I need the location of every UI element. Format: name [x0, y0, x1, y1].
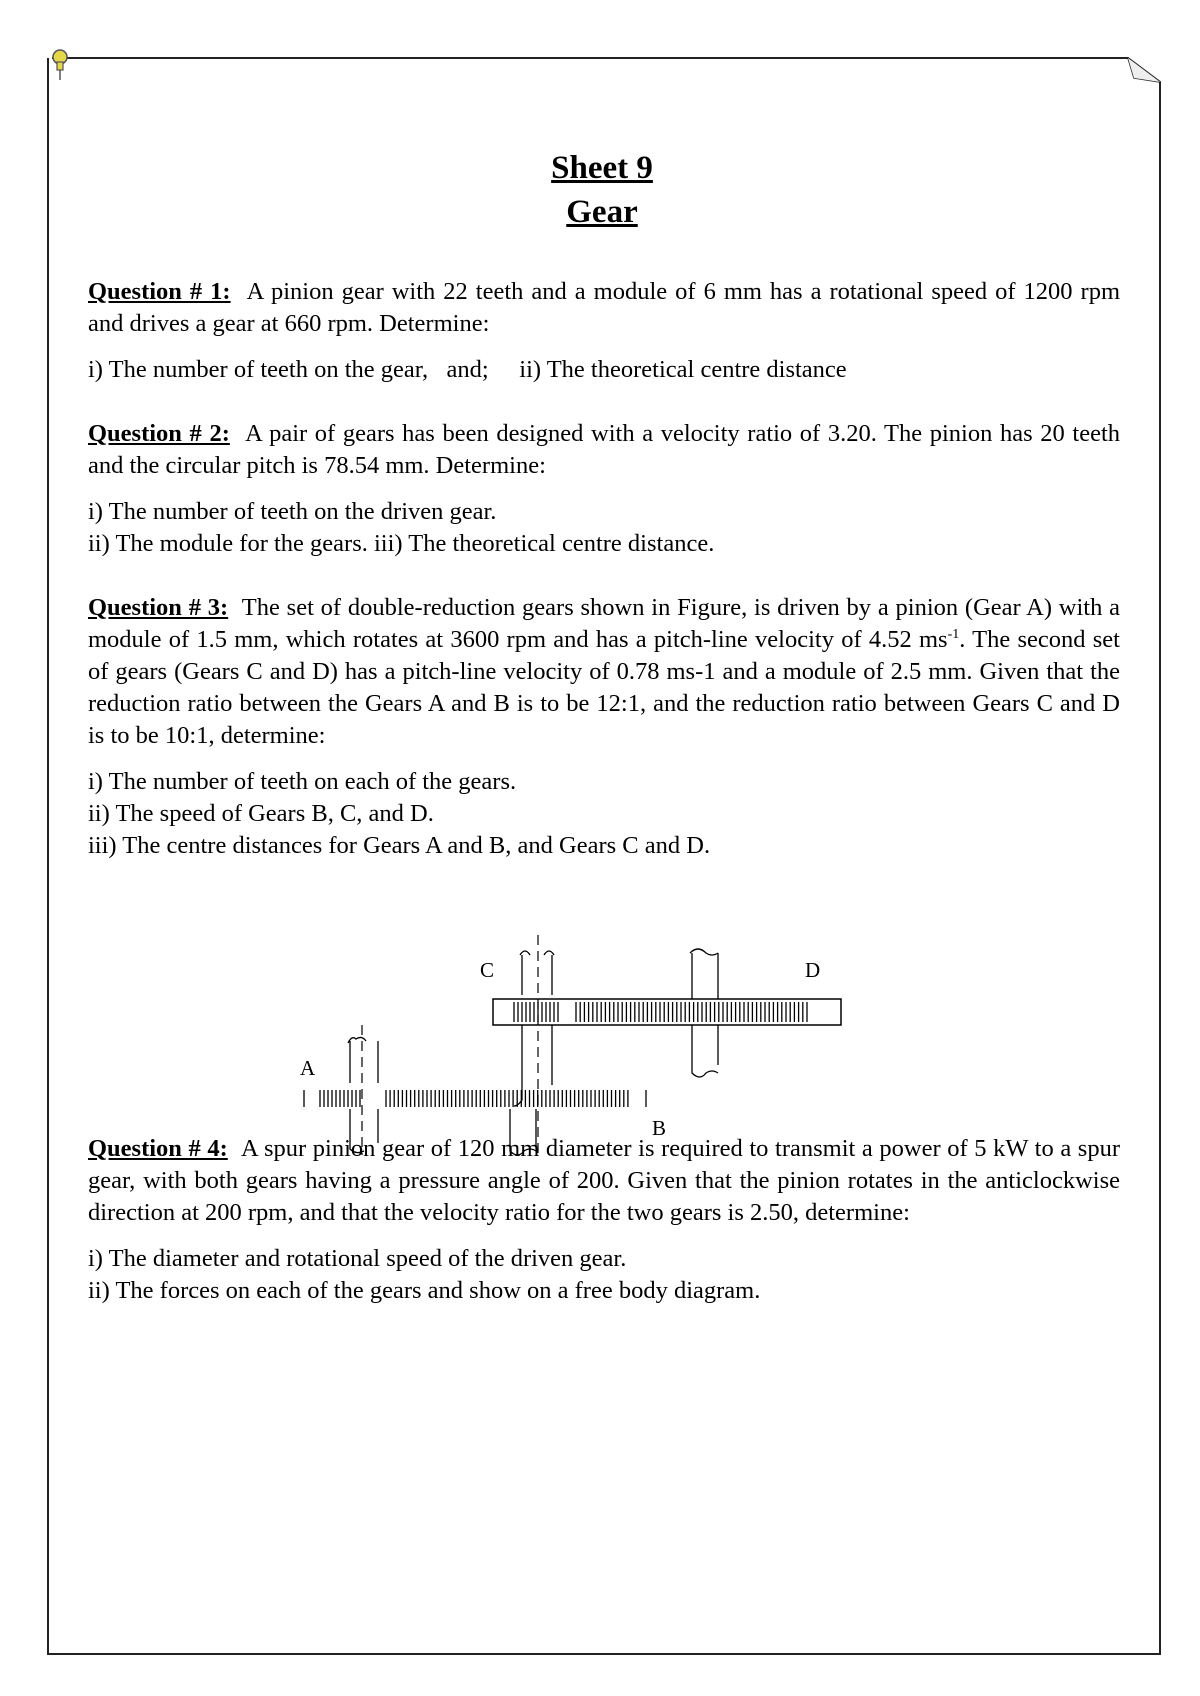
question-label: Question # 2:: [88, 420, 230, 447]
question-4: [88, 1133, 1120, 1229]
shaft-c: [514, 951, 554, 1106]
questions-list-2: [88, 1133, 1120, 1307]
title-line-2: Gear: [566, 194, 638, 230]
sub-question: ii) The module for the gears. iii) The theoretical centre distance.: [88, 530, 715, 557]
label-d: D: [805, 958, 821, 982]
label-c: C: [480, 958, 495, 982]
sub-question: iii) The centre distances for Gears A and B, and Gears C and D.: [88, 832, 711, 859]
pushpin-icon: [48, 48, 72, 82]
question-3: [88, 592, 1120, 752]
sub-question: ii) The forces on each of the gears and show on a free body diagram.: [88, 1277, 761, 1304]
sub-question: i) The number of teeth on the driven gear.: [88, 498, 497, 525]
title-line-1: Sheet 9: [551, 150, 653, 186]
question-text: The set of double-reduction gears shown in Figure, is driven by a pinion (Gear A) with a module of 1.5 mm, which rotates at 3600 rpm and has a pitch-line velocity of 4.52 ms: [88, 594, 1120, 653]
question-text: A pair of gears has been designed with a velocity ratio of 3.20. The pinion has 20 teeth and the circular pitch is 78.54 mm. Determine:: [88, 420, 1121, 479]
label-a: A: [300, 1056, 316, 1080]
questions-list: [88, 276, 1120, 862]
question-label: Question # 1:: [88, 278, 231, 305]
question-label: Question # 3:: [88, 594, 229, 621]
gear-d-body: [493, 999, 841, 1025]
question-1: [88, 276, 1120, 340]
question-text: A spur pinion gear of 120 mm diameter is required to transmit a power of 5 kW to a spur gear, with both gears having a pressure angle of 200. Given that the pinion rotates in the anticlockwise direction at 200 rpm, and that the velocity ratio for the two gears is 2.50, determine:: [88, 1135, 1120, 1226]
question-2: [88, 418, 1120, 482]
sub-question: i) The number of teeth on the gear, and; ii) The theoretical centre distance: [88, 356, 847, 383]
superscript: -1: [947, 626, 960, 642]
question-label: Question # 4:: [88, 1135, 228, 1162]
sub-question: ii) The speed of Gears B, C, and D.: [88, 800, 434, 827]
sheet-title: [0, 146, 1200, 234]
label-b: B: [652, 1116, 667, 1140]
sub-question: i) The number of teeth on each of the gears.: [88, 768, 517, 795]
question-text: A pinion gear with 22 teeth and a module of 6 mm has a rotational speed of 1200 rpm and drives a gear at 660 rpm. Determine:: [88, 278, 1121, 337]
sub-question: i) The diameter and rotational speed of the driven gear.: [88, 1245, 627, 1272]
question-text-cont: . The second set of gears (Gears C and D) has a pitch-line velocity of 0.78 ms-1 and a module of 2.5 mm. Given that the reduction ratio between the Gears A and B is to be 12:1, and the reduction ratio between Gears C and D is to be 10:1, determine:: [88, 626, 1120, 749]
